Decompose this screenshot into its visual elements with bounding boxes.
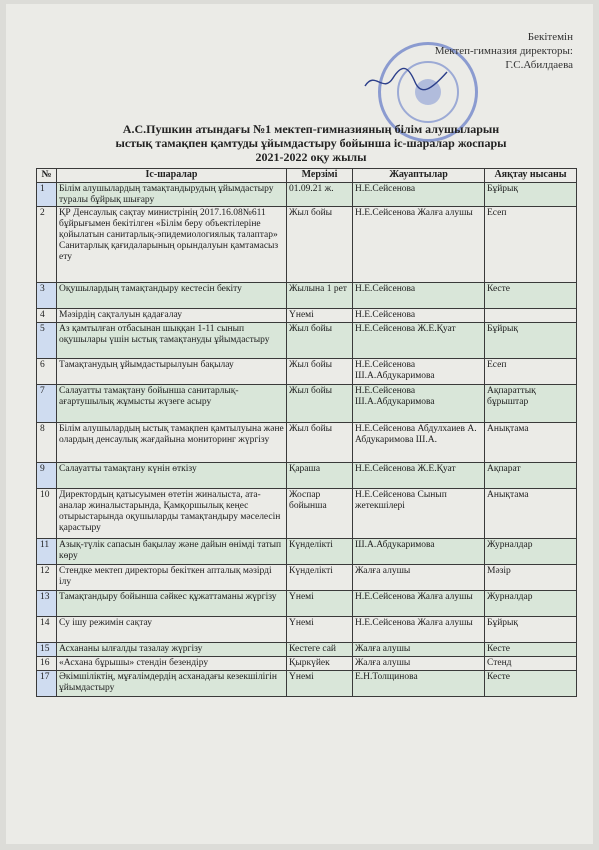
table-row: [37, 385, 577, 423]
table-row: [37, 423, 577, 463]
cell-num: 12: [37, 565, 57, 591]
cell-num: 16: [37, 657, 57, 671]
table-row: [37, 671, 577, 697]
cell-form: [485, 309, 577, 323]
cell-responsible: Н.Е.Сейсенова Жалға алушы: [353, 591, 485, 617]
approval-block: [353, 30, 573, 72]
cell-activity: Су ішу режимін сақтау: [57, 617, 287, 643]
table-row: [37, 359, 577, 385]
cell-term: Қараша: [287, 463, 353, 489]
table-row: [37, 643, 577, 657]
cell-activity: Стендке мектеп директоры бекіткен апталық мәзірді ілу: [57, 565, 287, 591]
cell-term: Жыл бойы: [287, 385, 353, 423]
cell-form: Мәзір: [485, 565, 577, 591]
cell-responsible: Жалға алушы: [353, 565, 485, 591]
cell-responsible: Н.Е.Сейсенова Жалға алушы: [353, 617, 485, 643]
header-form: Аяқтау нысаны: [485, 169, 577, 183]
table-row: [37, 323, 577, 359]
cell-responsible: Н.Е.Сейсенова Абдулхаиев А. Абдукаримова Ш.А.: [353, 423, 485, 463]
plan-table: [36, 168, 577, 697]
cell-term: Үнемі: [287, 617, 353, 643]
header-num: №: [37, 169, 57, 183]
cell-form: Кесте: [485, 283, 577, 309]
cell-num: 10: [37, 489, 57, 539]
approval-name: Г.С.Абилдаева: [505, 59, 573, 71]
cell-form: Бұйрық: [485, 323, 577, 359]
cell-term: Жыл бойы: [287, 323, 353, 359]
table-row: [37, 617, 577, 643]
cell-activity: «Асхана бұрышы» стендін безендіру: [57, 657, 287, 671]
cell-form: Журналдар: [485, 539, 577, 565]
cell-activity: Директордың қатысуымен өтетін жиналыста, ата-аналар жиналыстарында, Қамқоршылық кеңес отырыстарында оқушыларды тамақтандыру мәселесін қарастыру: [57, 489, 287, 539]
cell-term: Күнделікті: [287, 539, 353, 565]
cell-num: 8: [37, 423, 57, 463]
cell-num: 11: [37, 539, 57, 565]
table-row: [37, 283, 577, 309]
cell-responsible: Н.Е.Сейсенова: [353, 283, 485, 309]
cell-num: 6: [37, 359, 57, 385]
document-page: [6, 4, 593, 844]
cell-num: 5: [37, 323, 57, 359]
table-header-row: [37, 169, 577, 183]
cell-form: Журналдар: [485, 591, 577, 617]
cell-responsible: Н.Е.Сейсенова Сынып жетекшілері: [353, 489, 485, 539]
cell-term: Жылына 1 рет: [287, 283, 353, 309]
cell-activity: Әкімшіліктің, мұғалімдердің асханадағы кезекшілігін ұйымдастыру: [57, 671, 287, 697]
cell-activity: ҚР Денсаулық сақтау министрінің 2017.16.08№611 бұйрығымен бекітілген «Білім беру объектілеріне қойылатын санитарлық-эпидемиологиялық талаптар» Санитарлық қағидаларының орындалуын қамтамасыз ету: [57, 207, 287, 283]
approval-heading: Бекітемін: [527, 31, 573, 43]
document-title: [66, 122, 556, 164]
cell-form: Ақпарат: [485, 463, 577, 489]
cell-num: 2: [37, 207, 57, 283]
cell-term: 01.09.21 ж.: [287, 182, 353, 207]
cell-term: Күнделікті: [287, 565, 353, 591]
cell-term: Жыл бойы: [287, 359, 353, 385]
cell-num: 15: [37, 643, 57, 657]
title-line-3: 2021-2022 оқу жылы: [255, 150, 367, 164]
approval-position: Мектеп-гимназия директоры:: [434, 45, 573, 57]
table-row: [37, 463, 577, 489]
cell-form: Кесте: [485, 671, 577, 697]
cell-num: 4: [37, 309, 57, 323]
title-line-2: ыстық тамақпен қамтуды ұйымдастыру бойынша іс-шаралар жоспары: [115, 136, 507, 150]
header-term: Мерзімі: [287, 169, 353, 183]
cell-term: Жыл бойы: [287, 423, 353, 463]
table-row: [37, 657, 577, 671]
cell-term: Үнемі: [287, 309, 353, 323]
table-row: [37, 309, 577, 323]
table-row: [37, 539, 577, 565]
cell-activity: Білім алушылардың ыстық тамақпен қамтылуына және олардың денсаулық жағдайына мониторинг жүргізу: [57, 423, 287, 463]
cell-term: Жыл бойы: [287, 207, 353, 283]
cell-responsible: Н.Е.Сейсенова Ж.Е.Қуат: [353, 463, 485, 489]
cell-activity: Салауатты тамақтану бойынша санитарлық-ағартушылық жұмысты жүзеге асыру: [57, 385, 287, 423]
cell-form: Ақпараттық бұрыштар: [485, 385, 577, 423]
cell-term: Үнемі: [287, 591, 353, 617]
cell-responsible: Жалға алушы: [353, 657, 485, 671]
cell-term: Үнемі: [287, 671, 353, 697]
cell-activity: Тамақтанудың ұйымдастырылуын бақылау: [57, 359, 287, 385]
table-row: [37, 591, 577, 617]
cell-form: Есеп: [485, 207, 577, 283]
cell-num: 13: [37, 591, 57, 617]
cell-num: 9: [37, 463, 57, 489]
cell-activity: Мәзірдің сақталуын қадағалау: [57, 309, 287, 323]
cell-form: Бұйрық: [485, 182, 577, 207]
title-line-1: А.С.Пушкин атындағы №1 мектеп-гимназияның білім алушыларын: [122, 122, 500, 136]
cell-num: 1: [37, 182, 57, 207]
cell-num: 7: [37, 385, 57, 423]
cell-activity: Оқушылардың тамақтандыру кестесін бекіту: [57, 283, 287, 309]
cell-responsible: Н.Е.Сейсенова Ж.Е.Қуат: [353, 323, 485, 359]
cell-responsible: Н.Е.Сейсенова Ш.А.Абдукаримова: [353, 359, 485, 385]
cell-responsible: Н.Е.Сейсенова: [353, 309, 485, 323]
header-responsible: Жауаптылар: [353, 169, 485, 183]
cell-form: Бұйрық: [485, 617, 577, 643]
cell-responsible: Н.Е.Сейсенова Ш.А.Абдукаримова: [353, 385, 485, 423]
cell-num: 14: [37, 617, 57, 643]
cell-responsible: Н.Е.Сейсенова Жалға алушы: [353, 207, 485, 283]
cell-form: Анықтама: [485, 489, 577, 539]
cell-term: Жоспар бойынша: [287, 489, 353, 539]
cell-activity: Аз қамтылған отбасынан шыққан 1-11 сынып оқушылары үшін ыстық тамақтануды ұйымдастыру: [57, 323, 287, 359]
cell-form: Анықтама: [485, 423, 577, 463]
header-activity: Іс-шаралар: [57, 169, 287, 183]
cell-term: Қыркүйек: [287, 657, 353, 671]
table-row: [37, 207, 577, 283]
cell-activity: Азық-түлік сапасын бақылау және дайын өнімді татып көру: [57, 539, 287, 565]
cell-term: Кестеге сай: [287, 643, 353, 657]
cell-activity: Тамақтандыру бойынша сәйкес құжаттаманы жүргізу: [57, 591, 287, 617]
table-row: [37, 182, 577, 207]
cell-activity: Асхананы ылғалды тазалау жүргізу: [57, 643, 287, 657]
cell-form: Кесте: [485, 643, 577, 657]
cell-responsible: Е.Н.Толщинова: [353, 671, 485, 697]
table-row: [37, 489, 577, 539]
cell-activity: Білім алушылардың тамақтандырудың ұйымдастыру туралы бұйрық шығару: [57, 182, 287, 207]
cell-num: 17: [37, 671, 57, 697]
cell-responsible: Ш.А.Абдукаримова: [353, 539, 485, 565]
cell-activity: Салауатты тамақтану күнін өткізу: [57, 463, 287, 489]
cell-num: 3: [37, 283, 57, 309]
cell-form: Есеп: [485, 359, 577, 385]
cell-responsible: Жалға алушы: [353, 643, 485, 657]
cell-responsible: Н.Е.Сейсенова: [353, 182, 485, 207]
cell-form: Стенд: [485, 657, 577, 671]
table-row: [37, 565, 577, 591]
